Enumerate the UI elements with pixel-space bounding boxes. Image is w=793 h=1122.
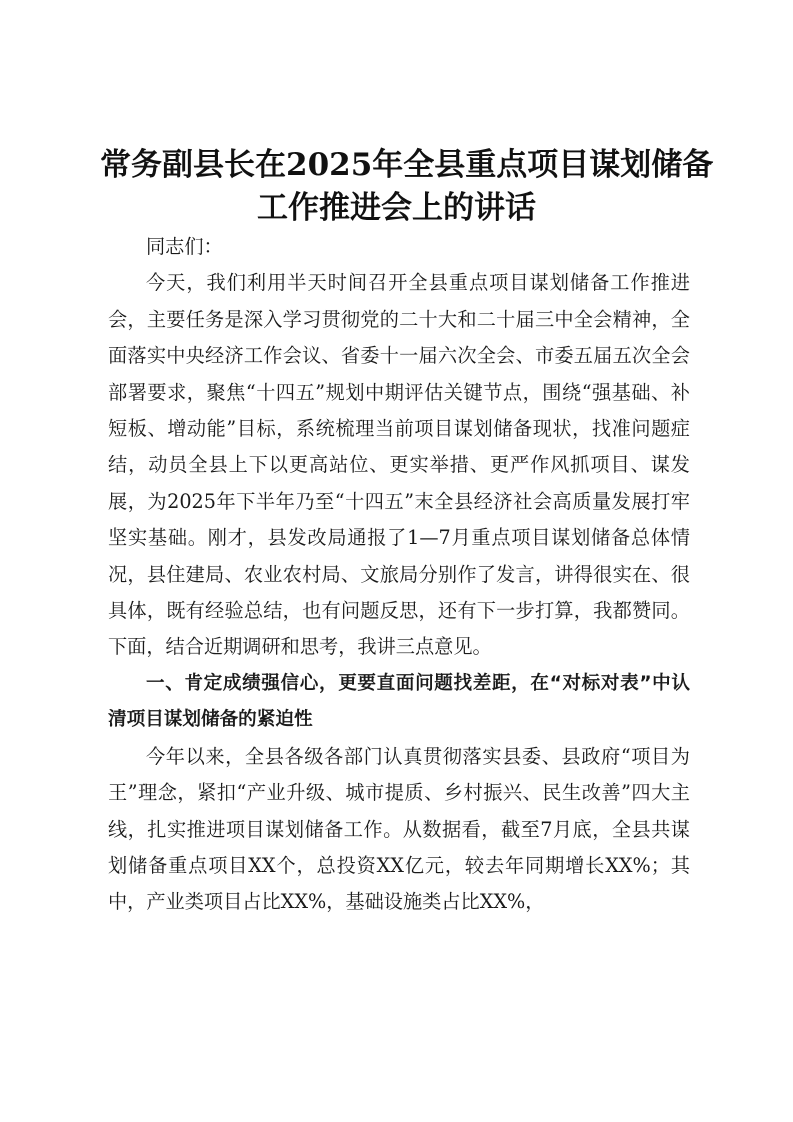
document-title-line-2: 工作推进会上的讲话 xyxy=(257,190,536,226)
salutation: 同志们： xyxy=(146,235,223,258)
section-heading-1: 一、肯定成绩强信心，更要直面问题找差距，在“对标对表”中认清项目谋划储备的紧迫性 xyxy=(108,672,690,731)
document-body xyxy=(108,229,690,921)
document-title-line-1: 常务副县长在2025年全县重点项目谋划储备 xyxy=(100,147,714,183)
paragraph-section-1: 今年以来，全县各级各部门认真贯彻落实县委、县政府“项目为王”理念，紧扣“产业升级、城市提质、乡村振兴、民生改善”四大主线，扎实推进项目谋划储备工作。从数据看，截至7月底，全县共谋划储备重点项目XX个，总投资XX亿元，较去年同期增长XX%；其中，产业类项目占比XX%，基础设施类占比XX%， xyxy=(108,744,690,914)
paragraph-opening: 今天，我们利用半天时间召开全县重点项目谋划储备工作推进会，主要任务是深入学习贯彻党的二十大和二十届三中全会精神，全面落实中央经济工作会议、省委十一届六次全会、市委五届五次全会部署要求，聚焦“十四五”规划中期评估关键节点，围绕“强基础、补短板、增动能”目标，系统梳理当前项目谋划储备现状，找准问题症结，动员全县上下以更高站位、更实举措、更严作风抓项目、谋发展，为2025年下半年乃至“十四五”末全县经济社会高质量发展打牢坚实基础。刚才，县发改局通报了1—7月重点项目谋划储备总体情况，县住建局、农业农村局、文旅局分别作了发言，讲得很实在、很具体，既有经验总结，也有问题反思，还有下一步打算，我都赞同。下面，结合近期调研和思考，我讲三点意见。 xyxy=(108,271,690,659)
